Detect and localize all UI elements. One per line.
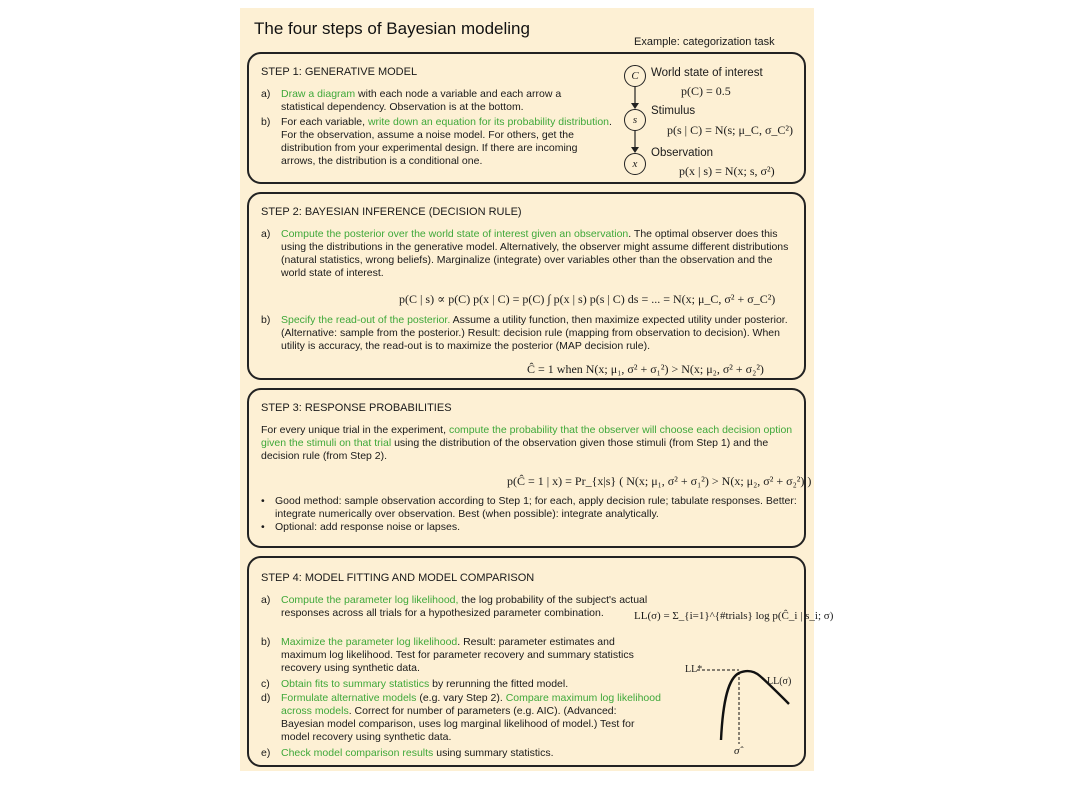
step1-b-green: write down an equation for its probability distribution: [367, 116, 610, 128]
sigma-hat-label: σ̂: [734, 745, 740, 757]
step1-a-green: Draw a diagram: [281, 88, 356, 100]
step4-title: STEP 4: MODEL FITTING AND MODEL COMPARISON: [261, 572, 535, 584]
step1-box: [247, 52, 806, 184]
step2-a-green: Compute the posterior over the world state of interest given an observation: [281, 228, 629, 240]
step2-a-letter: a): [261, 228, 271, 240]
node-s: s: [624, 109, 646, 131]
step4-d-rest-2: . Correct for number of parameters (e.g. AIC). (Advanced: Bayesian model comparison, uses log marginal likelihood of model.) Test for model recovery using synthetic data.: [281, 705, 635, 743]
step4-c-green: Obtain fits to summary statistics: [281, 678, 430, 690]
step1-title: STEP 1: GENERATIVE MODEL: [261, 66, 418, 78]
step4-e-letter: e): [261, 747, 271, 759]
step3-bullet-1: Good method: sample observation according to Step 1; for each, apply decision rule; tabulate responses. Better: integrate numerically over observation. Best (when possible): integrate analytically.: [275, 495, 797, 520]
node-x-label: Observation: [651, 147, 714, 159]
bullet-dot: •: [261, 495, 265, 507]
step3-title: STEP 3: RESPONSE PROBABILITIES: [261, 402, 452, 414]
bullet-dot: •: [261, 521, 265, 533]
step4-e-rest: using summary statistics.: [433, 747, 554, 759]
step2-b-letter: b): [261, 314, 271, 326]
step3-text: [261, 424, 801, 463]
step1-b-start: For each variable,: [281, 116, 368, 128]
step1-a-rest: with each node a variable and each arrow a statistical dependency. Observation is at the bottom.: [281, 88, 562, 113]
node-C: C: [624, 65, 646, 87]
step4-d-green-2: Compare maximum log likelihood across models: [281, 692, 661, 717]
node-C-label: World state of interest: [651, 67, 763, 79]
step1-b-rest: . For the observation, assume a noise model. For others, get the distribution from your experimental design. If there are incoming arrows, the distribution is a conditional one.: [281, 116, 612, 167]
step1-a-letter: a): [261, 88, 271, 100]
step3-rest: using the distribution of the observation given those stimuli (from Step 1) and the decision rule (from Step 2).: [261, 437, 769, 462]
step4-d-green-1: Formulate alternative models: [281, 692, 417, 704]
step2-b-rest: Assume a utility function, then maximize expected utility under posterior. (Alternative: sample from the posterior.) Result: decision rule (mapping from observation to decision). When utility is accuracy, the read-out is to maximize the posterior (MAP decision rule).: [281, 314, 788, 352]
node-C-equation: p(C) = 0.5: [681, 84, 731, 98]
step4-d-rest-1: (e.g. vary Step 2).: [416, 692, 506, 704]
step2-decision-rule-equation: Ĉ = 1 when N(x; μ₁, σ² + σ₁²) > N(x; μ₂, σ² + σ₂²): [527, 362, 764, 376]
step3-box: [247, 388, 812, 548]
step3-start: For every unique trial in the experiment,: [261, 424, 449, 436]
step2-b-green: Specify the read-out of the posterior.: [281, 314, 451, 326]
step2-posterior-equation: p(C | s) ∝ p(C) p(x | C) = p(C) ∫ p(x | s) p(s | C) ds = ... = N(x; μ_C, σ² + σ_C²): [399, 292, 776, 306]
step4-a-green: Compute the parameter log likelihood,: [281, 594, 459, 606]
ll-curve-label: LL(σ): [767, 676, 792, 687]
step4-a-rest: the log probability of the subject's actual responses across all trials for a hypothesized parameter combination.: [281, 594, 648, 619]
node-s-equation: p(s | C) = N(s; μ_C, σ_C²): [667, 123, 794, 137]
node-s-label: Stimulus: [651, 105, 696, 117]
step4-e-green: Check model comparison results: [281, 747, 434, 759]
step4-c-letter: c): [261, 678, 270, 690]
step3-bullet-2: Optional: add response noise or lapses.: [275, 521, 461, 533]
figure-title: The four steps of Bayesian modeling: [254, 19, 530, 38]
step4-a-letter: a): [261, 594, 271, 606]
step2-a-rest: . The optimal observer does this using the distributions in the generative model. Alternatively, the observer might assume different distributions (natural statistics, wrong beliefs). Marginalize (integrate) over variables other than the observation and the world state of interest.: [281, 228, 789, 279]
step2-box: [247, 192, 806, 380]
log-likelihood-equation: LL(σ) = Σ_{i=1}^{#trials} log p(Ĉ_i | s_i; σ): [634, 610, 834, 622]
node-x: x: [624, 153, 646, 175]
example-label: Example: categorization task: [634, 36, 775, 48]
step4-d-letter: d): [261, 692, 271, 704]
step3-green: compute the probability that the observer will choose each decision option given the stimuli on that trial: [261, 424, 793, 449]
step4-b-letter: b): [261, 636, 271, 648]
step2-title: STEP 2: BAYESIAN INFERENCE (DECISION RULE): [261, 206, 522, 218]
step4-c-rest: by rerunning the fitted model.: [429, 678, 569, 690]
likelihood-plot: [249, 558, 804, 765]
figure-panel: [240, 8, 834, 771]
ll-max-label: LL*: [685, 664, 703, 675]
node-x-equation: p(x | s) = N(x; s, σ²): [679, 164, 775, 178]
step4-b-rest: . Result: parameter estimates and maximum log likelihood. Test for parameter recovery and summary statistics recovery using synthetic data.: [281, 636, 634, 674]
step2-a-text: [281, 228, 797, 280]
step4-b-green: Maximize the parameter log likelihood: [281, 636, 458, 648]
step1-b-letter: b): [261, 116, 271, 128]
step3-response-equation: p(Ĉ = 1 | x) = Pr_{x|s} ( N(x; μ₁, σ² + σ₁²) > N(x; μ₂, σ² + σ₂²) ): [507, 474, 812, 488]
step4-box: [247, 556, 834, 767]
step2-b-text: [281, 314, 799, 353]
